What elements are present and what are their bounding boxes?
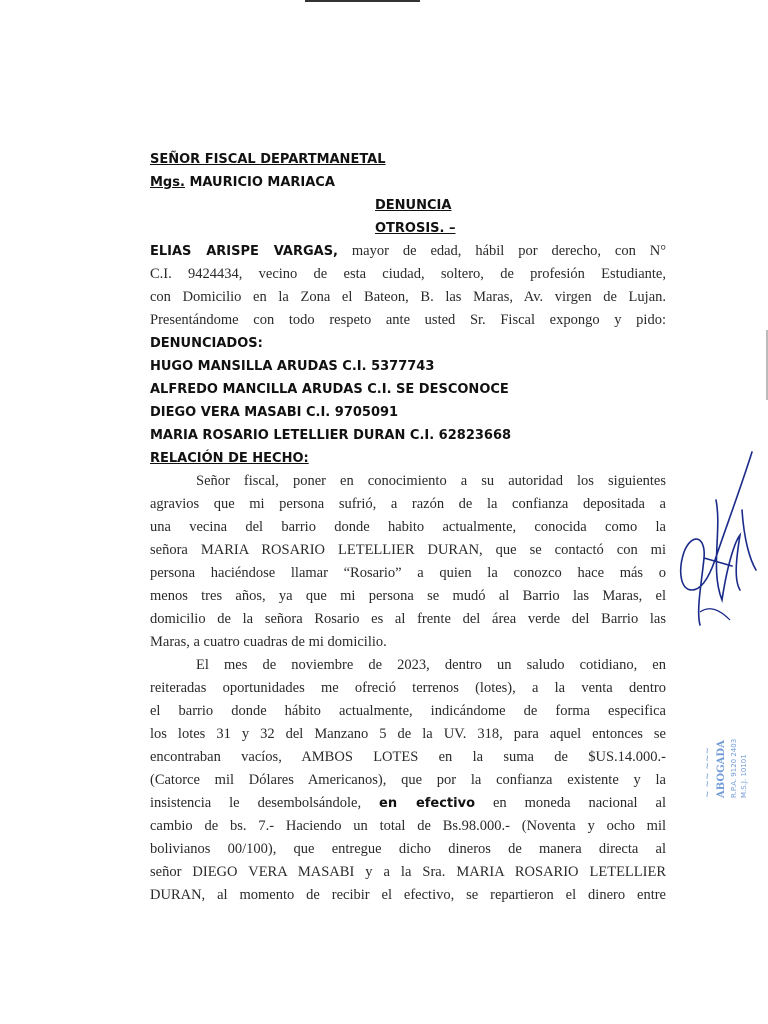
stamp-line: R.P.A. 9120 2403 — [730, 738, 738, 798]
relacion-heading: RELACIÓN DE HECHO: — [150, 451, 309, 466]
paragraph-line: encontraban vacíos, AMBOS LOTES en la suma de $US.14.000.- — [150, 749, 666, 765]
denunciado-item: MARIA ROSARIO LETELLIER DURAN C.I. 62823668 — [150, 428, 512, 443]
recipient-line: SEÑOR FISCAL DEPARTMANETAL — [150, 152, 386, 167]
paragraph-line: señora MARIA ROSARIO LETELLIER DURAN, que se contactó con mi — [150, 542, 666, 558]
document-body — [150, 148, 666, 907]
paragraph-line: domicilio de la señora Rosario es al frente del área verde del Barrio las — [150, 611, 666, 627]
paragraph-line: (Catorce mil Dólares Americanos), que por la confianza existente y la — [150, 772, 666, 788]
intro-line-1-rest: mayor de edad, hábil por derecho, con N° — [338, 243, 666, 259]
paragraph-text: en moneda nacional al — [475, 795, 666, 811]
lawyer-stamp — [700, 680, 758, 800]
paragraph-line: persona haciéndose llamar “Rosario” a quien la conozco hace más o — [150, 565, 666, 581]
paragraph-line — [150, 792, 666, 815]
paragraph-line: Señor fiscal, poner en conocimiento a su autoridad los siguientes — [196, 473, 666, 489]
intro-line-3: con Domicilio en la Zona el Bateon, B. las Maras, Av. virgen de Lujan. — [150, 289, 666, 305]
denunciados-heading: DENUNCIADOS: — [150, 336, 263, 351]
paragraph-line: bolivianos 00/100), que entregue dicho dineros de manera directa al — [150, 841, 666, 857]
paragraph-line: señor DIEGO VERA MASABI y a la Sra. MARIA ROSARIO LETELLIER — [150, 864, 666, 880]
document-subtitle: OTROSIS. – — [375, 221, 456, 236]
stamp-signature-text: ~ ~~ ~~~ — [703, 747, 713, 798]
paragraph-line: reiteradas oportunidades me ofreció terrenos (lotes), a la venta dentro — [150, 680, 666, 696]
handwritten-signature — [670, 440, 768, 640]
paragraph-line: DURAN, al momento de recibir el efectivo, se repartieron el dinero entre — [150, 887, 666, 903]
emphasis-text: en efectivo — [379, 796, 476, 811]
intro-line-2: C.I. 9424434, vecino de esta ciudad, soltero, de profesión Estudiante, — [150, 266, 666, 282]
paragraph-line: el barrio donde hábito actualmente, indicándome de forma especifica — [150, 703, 666, 719]
name-prefix: Mgs. — [150, 175, 185, 190]
paragraph-line: Maras, a cuatro cuadras de mi domicilio. — [150, 634, 387, 650]
complainant-name: ELIAS ARISPE VARGAS, — [150, 244, 338, 259]
recipient-name: MAURICIO MARIACA — [184, 175, 335, 190]
denunciado-item: DIEGO VERA MASABI C.I. 9705091 — [150, 405, 399, 420]
document-title: DENUNCIA — [375, 198, 452, 213]
intro-line-4: Presentándome con todo respeto ante usted Sr. Fiscal expongo y pido: — [150, 312, 666, 328]
paragraph-line: menos tres años, ya que mi persona se mudó al Barrio las Maras, el — [150, 588, 666, 604]
intro-line-1 — [150, 240, 666, 263]
paragraph-line: agravios que mi persona sufrió, a razón de la confianza depositada a — [150, 496, 666, 512]
paragraph-line: una vecina del barrio donde habito actualmente, conocida como la — [150, 519, 666, 535]
recipient-name-line — [150, 171, 666, 194]
paragraph-line: cambio de bs. 7.- Haciendo un total de Bs.98.000.- (Noventa y ocho mil — [150, 818, 666, 834]
stamp-title: ABOGADA — [716, 740, 727, 798]
stamp-line: M.S.J. 10101 — [740, 754, 748, 798]
paragraph-line: El mes de noviembre de 2023, dentro un saludo cotidiano, en — [196, 657, 666, 673]
top-rule — [305, 0, 420, 2]
denunciado-item: HUGO MANSILLA ARUDAS C.I. 5377743 — [150, 359, 435, 374]
denunciado-item: ALFREDO MANCILLA ARUDAS C.I. SE DESCONOCE — [150, 382, 509, 397]
paragraph-line: los lotes 31 y 32 del Manzano 5 de la UV. 318, para aquel entonces se — [150, 726, 666, 742]
paragraph-text: insistencia le desembolsándole, — [150, 795, 380, 811]
